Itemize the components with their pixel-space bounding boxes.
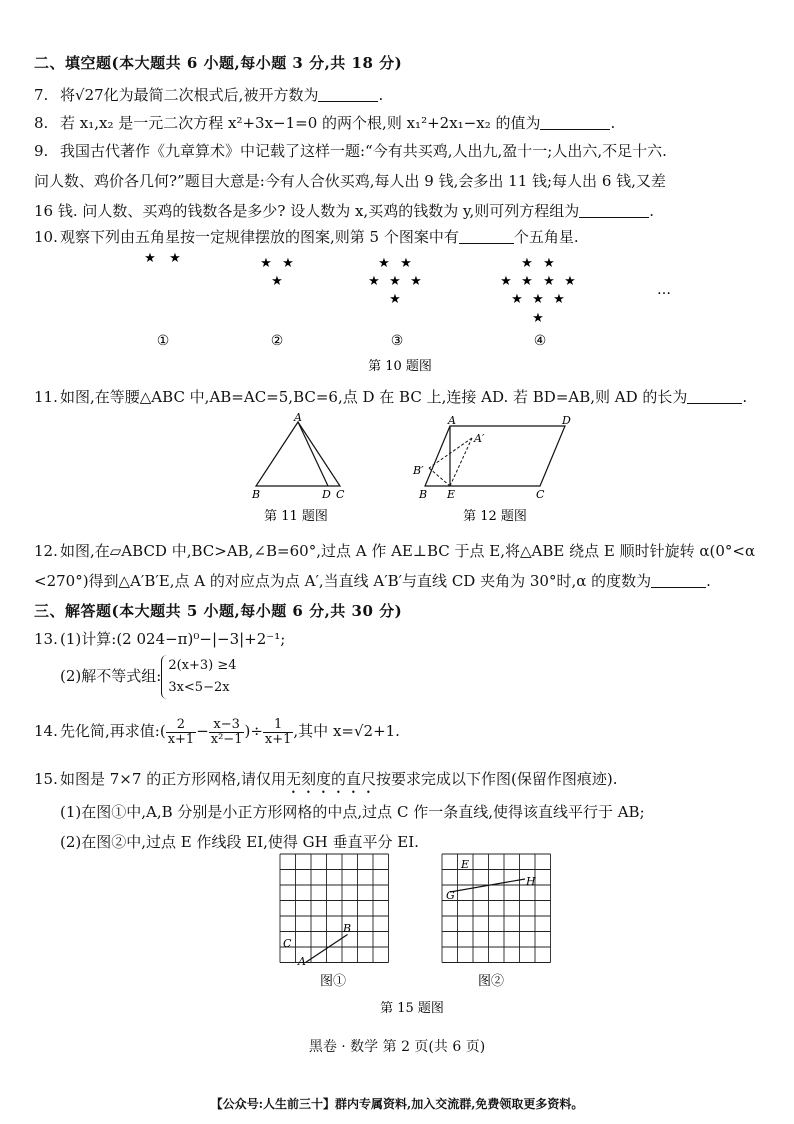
section-title-solutions: 三、解答题(本大题共 5 小题,每小题 6 分,共 30 分) (34, 602, 403, 620)
pattern-label-1: ① (156, 333, 170, 349)
question-13-part-2: (2)解不等式组: 2(x+3) ≥4 3x<5−2x (60, 655, 660, 699)
star-pattern-figure (0, 250, 794, 380)
star-1-1: ★ (144, 251, 156, 266)
question-11: 11. 如图,在等腰△ABC 中,AB=AC=5,BC=6,点 D 在 BC 上,连接 AD. 若 BD=AB,则 AD 的长为 . (34, 388, 748, 406)
star-4-1: ★ (521, 256, 533, 271)
star-4-9: ★ (553, 292, 565, 307)
figure-12-caption: 第 12 题图 (463, 509, 527, 524)
point-c-label: C (283, 937, 292, 950)
star-3-2: ★ (400, 256, 412, 271)
emphasized-text: 无刻度的直尺 (285, 770, 376, 788)
pattern-label-3: ③ (390, 333, 404, 349)
star-4-6: ★ (564, 274, 576, 289)
question-15: 15. 如图是 7×7 的正方形网格,请仅用无刻度的直尺按要求完成以下作图(保留作图痕迹). (1)在图①中,A,B 分别是小正方形网格的中点,过点 C 作一条直线,使得该直线平行于 AB; (2)在图②中,过点 E 作线段 EI,使得 GH 垂直平分 EI. (34, 770, 645, 851)
calc-expression: (2 024−π)⁰−|−3|+2⁻¹; (116, 630, 286, 648)
answer-blank (318, 85, 378, 102)
point-a-prime-label: A′ (474, 432, 485, 445)
star-4-2: ★ (543, 256, 555, 271)
star-4-4: ★ (521, 274, 533, 289)
grid-1 (280, 854, 389, 963)
figure-10-caption: 第 10 题图 (368, 359, 432, 374)
question-8: 8. 若 x₁,x₂ 是一元二次方程 x²+3x−1=0 的两个根,则 x₁²+2x₁−x₂ 的值为 . (34, 114, 616, 132)
point-e-label: E (447, 488, 456, 501)
point-b-label: B (419, 488, 428, 501)
pattern-label-4: ④ (533, 333, 547, 349)
star-3-5: ★ (410, 274, 422, 289)
segment-ea-prime (450, 438, 472, 486)
pattern-ellipsis: … (657, 282, 671, 298)
star-2-1: ★ (260, 256, 272, 271)
section-title-fill-in: 二、填空题(本大题共 6 小题,每小题 3 分,共 18 分) (34, 54, 403, 72)
radical-expression: √27 (75, 86, 104, 104)
star-3-3: ★ (368, 274, 380, 289)
question-14: 14. 先化简,再求值:( $\frac{2}{x+1}$ − $\frac{x-3}{\text{x²−1}}$ )÷ $\frac{1}{x+1}$ ,其中 x=√2+1. (34, 716, 400, 747)
star-4-10: ★ (532, 311, 544, 326)
answer-blank (459, 227, 514, 244)
point-h-label: H (526, 875, 536, 888)
point-b-prime-label: B′ (413, 464, 424, 477)
question-7: 7. 将√27化为最简二次根式后,被开方数为 . (34, 86, 384, 104)
question-13: 13. (1)计算:(2 024−π)⁰−|−3|+2⁻¹; (34, 630, 286, 648)
point-d-label: D (322, 488, 331, 501)
star-4-7: ★ (511, 292, 523, 307)
star-4-3: ★ (500, 274, 512, 289)
pattern-label-2: ② (270, 333, 284, 349)
point-e-label: E (461, 858, 470, 871)
segment-b-prime-e (429, 468, 450, 486)
promo-banner: 【公众号:人生前三十】群内专属资料,加入交流群,免费领取更多资料。 (210, 1097, 584, 1111)
grid-figures-15 (270, 852, 536, 1022)
answer-blank (579, 201, 649, 218)
segment-gh (450, 879, 525, 892)
star-3-4: ★ (389, 274, 401, 289)
point-a-label: A (298, 955, 306, 968)
point-g-label: G (446, 889, 455, 902)
inequality-system: 2(x+3) ≥4 3x<5−2x (161, 655, 236, 699)
fraction-2: $\frac{x-3}{\text{x²−1}}$ (210, 716, 243, 747)
point-a-label: A (294, 411, 302, 424)
segment-ad (298, 422, 328, 486)
figure-2-label: 图② (477, 974, 505, 989)
star-2-3: ★ (271, 274, 283, 289)
point-c-label: C (536, 488, 545, 501)
answer-blank (687, 387, 742, 404)
star-4-8: ★ (532, 292, 544, 307)
point-b-label: B (252, 488, 261, 501)
point-d-label: D (562, 414, 571, 427)
answer-blank (651, 571, 706, 588)
page-footer: 黑卷 · 数学 第 2 页(共 6 页) (308, 1039, 486, 1055)
answer-blank (540, 113, 610, 130)
triangle-figure-11 (230, 412, 370, 527)
fraction-3: $\frac{1}{x+1}$ (264, 716, 292, 747)
triangle-abc (256, 422, 340, 486)
figure-11-caption: 第 11 题图 (264, 509, 328, 524)
star-2-2: ★ (282, 256, 294, 271)
figure-15-caption: 第 15 题图 (380, 1001, 444, 1016)
question-10: 10. 观察下列由五角星按一定规律摆放的图案,则第 5 个图案中有 个五角星. (34, 228, 579, 246)
star-3-6: ★ (389, 292, 401, 307)
star-4-5: ★ (543, 274, 555, 289)
parallelogram-figure-12 (405, 412, 595, 527)
star-1-2: ★ (169, 251, 181, 266)
fraction-1: $\frac{2}{x+1}$ (167, 716, 195, 747)
point-b-label: B (343, 922, 352, 935)
point-c-label: C (336, 488, 345, 501)
question-12: 12. 如图,在▱ABCD 中,BC>AB,∠B=60°,过点 A 作 AE⊥BC 于点 E,将△ABE 绕点 E 顺时针旋转 α(0°<α <270°)得到△A′B′E,点 A 的对应点为点 A′,当直线 A′B′与直线 CD 夹角为 30°时,α 的度数为 . (34, 542, 756, 590)
question-9: 9. 我国古代著作《九章算术》中记载了这样一题:“今有共买鸡,人出九,盈十一;人出六,不足十六. 问人数、鸡价各几何?”题目大意是:今有人合伙买鸡,每人出 9 钱,会多出 11 钱;每人出 6 钱,又差 16 钱. 问人数、买鸡的钱数各是多少? 设人数为 x,买鸡的钱数为 y,则可列方程组为 . (34, 142, 667, 220)
point-a-label: A (448, 414, 456, 427)
star-3-1: ★ (378, 256, 390, 271)
figure-1-label: 图① (319, 974, 347, 989)
grid-2 (442, 854, 551, 963)
star-group (144, 251, 576, 326)
